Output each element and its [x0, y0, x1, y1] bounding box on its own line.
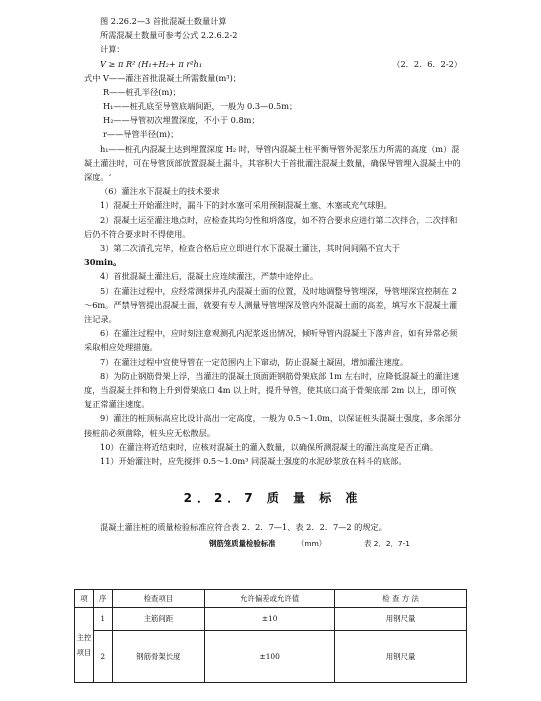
requirement-item-5: 5）在灌注过程中，应经常测探井孔内混凝土面的位置，及时地调整导管埋深，导管埋深宜控制在 2～6m。严禁导管提出混凝土面，就要有专人测量导管埋深及管内外混凝土面的高差，填写水下混凝土灌注记录。	[84, 285, 458, 325]
requirement-item-1: 1）混凝土开始灌注时，漏斗下的封水塞可采用预制混凝土塞、木塞或充气球胆。	[100, 200, 392, 211]
formula-variable-small-r: r——导管半径(m)；	[103, 129, 179, 140]
formula-variable-h-description: h₁——桩孔内混凝土达到埋置深度 H₂ 时，导管内混凝土柱平衡导管外泥浆压力所需的高度（m）混凝土灌注时，可在导管顶部放置混凝土漏斗，其容积大于首批灌注混凝土数量，确保导管埋入混凝土中的深度。‘	[84, 143, 461, 183]
table-header-inspection-item: 检查项目	[112, 590, 205, 608]
table-cell-inspection-method: 用钢尺量	[335, 608, 467, 631]
figure-caption: 图 2.26.2—3 首批混凝土数量计算	[100, 16, 227, 26]
table-header-allowed-deviation: 允许偏差或允许值	[205, 590, 335, 608]
quality-table-container	[74, 589, 467, 683]
main-control-group	[75, 608, 94, 683]
table-row	[75, 631, 467, 683]
requirement-item-11: 11）开始灌注时，应先搅拌 0.5～1.0m³ 同混凝土强度的水泥砂浆放在料斗的底部。	[100, 456, 407, 467]
requirement-item-9: 9）灌注的桩顶标高应比设计高出一定高度，一般为 0.5～1.0m，以保证桩头混凝土强度，多余部分接桩前必须凿除，桩头应无松散层。	[84, 413, 461, 438]
requirement-item-6: 6）在灌注过程中，应时刻注意观测孔内泥浆返出情况，倾听导管内混凝土下落声音，如有异常必须采取相应处理措施。	[84, 328, 458, 353]
quality-standard-heading: 2．2．7 质 量 标 准	[183, 491, 363, 506]
table-cell-inspection-method: 用钢尺量	[335, 631, 467, 683]
table-header-category: 项	[75, 590, 94, 608]
table-header-row	[75, 590, 467, 608]
concrete-volume-formula: V ≥ π R² (H₁+H₂+ π r²h₁	[100, 58, 203, 69]
main-control-label: 主控项目	[76, 633, 92, 657]
table-header-inspection-method: 检 查 方 法	[335, 590, 467, 608]
quality-standard-intro: 混凝土灌注桩的质量检验标准应符合表 2．2．7—1、表 2．2．7—2 的规定。	[100, 521, 387, 532]
main-text	[84, 14, 462, 549]
requirement-item-3-main: 3）第二次清孔完毕，检查合格后应立即进行水下混凝土灌注，其时间间隔不宜大于	[100, 243, 400, 254]
requirement-item-8: 8）为防止钢筋骨架上浮，当灌注的混凝土顶面距钢筋骨架底部 1m 左右时，应降低混凝土的灌注速度，当混凝土拌和物上升到骨架底口 4m 以上时，提升导管，使其底口高于骨架底部 2m 以上，即可恢复正常灌注速度。	[84, 370, 460, 410]
requirement-item-10: 10）在灌注将近结束时，应核对混凝土的灌入数量，以确保所测混凝土的灌注高度是否正确。	[100, 441, 438, 452]
table-caption-line	[84, 535, 462, 549]
technical-requirements-heading: （6）灌注水下混凝土的技术要求	[100, 186, 220, 197]
table-cell-inspection-item: 钢筋骨架长度	[112, 631, 205, 683]
formula-line	[84, 57, 462, 71]
table-unit: （mm）	[297, 538, 327, 548]
requirement-item-2: 2）混凝土运至灌注地点时，应检查其均匀性和坍落度，如不符合要求应进行第二次拌合，二次拌和后仍不符合要求时不得使用。	[84, 214, 458, 239]
formula-reference: 所需混凝土数量可参考公式 2.2.6.2-2	[100, 30, 238, 41]
table-cell-allowed-deviation: ±100	[205, 631, 335, 683]
calculation-label: 计算：	[100, 44, 125, 55]
table-cell-allowed-deviation: ±10	[205, 608, 335, 631]
formula-variable-h1: H₁——桩孔底至导管底端间距，一般为 0.3—0.5m；	[103, 101, 298, 112]
requirement-item-4: 4）首批混凝土灌注后，混凝土应连续灌注，严禁中途停止。	[100, 271, 319, 282]
table-header-number: 序	[93, 590, 112, 608]
steel-cage-quality-table	[74, 589, 467, 683]
formula-variable-h2: H₂——导管初次埋置深度，不小于 0.8m；	[103, 115, 260, 126]
table-title: 钢筋笼质量检验标准	[209, 538, 276, 548]
table-cell-number: 2	[93, 631, 112, 683]
requirement-item-3-time-limit: 30min。	[84, 257, 122, 268]
requirement-item-3	[84, 241, 462, 269]
table-number: 表 2．2．7-1	[364, 538, 410, 548]
formula-variable-r: R——桩孔半径(m)；	[103, 86, 181, 97]
formula-number: （2．2．6．2-2）	[392, 58, 462, 69]
table-row	[75, 608, 467, 631]
formula-variable-v: 式中 V——灌注首批混凝土所需数量(m³)；	[84, 72, 241, 83]
table-cell-inspection-item: 主筋间距	[112, 608, 205, 631]
table-cell-number: 1	[93, 608, 112, 631]
requirement-item-7: 7）在灌注过程中宜使导管在一定范围内上下窜动，防止混凝土凝固，增加灌注速度。	[100, 356, 409, 367]
